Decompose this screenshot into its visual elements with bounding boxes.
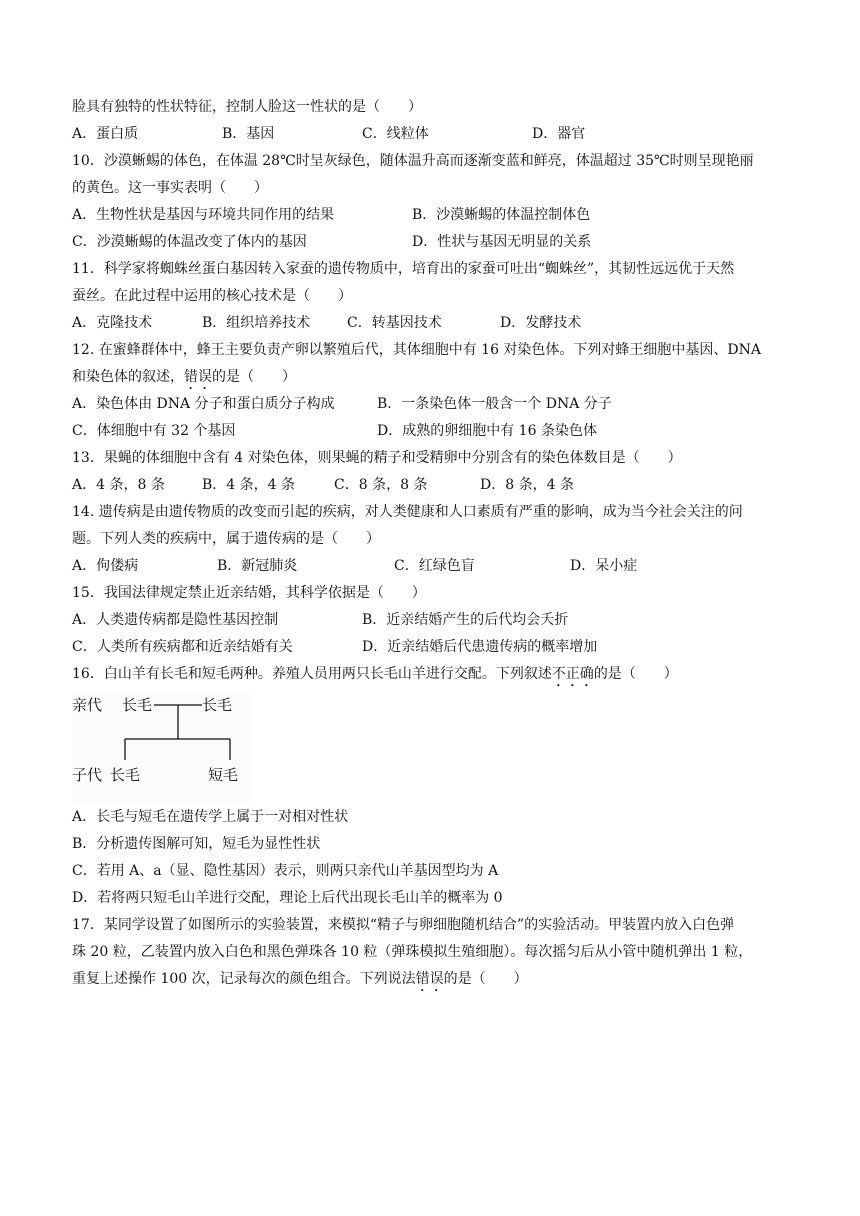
text-line xyxy=(72,121,792,148)
answer-option: B．一条染色体一般含一个 DNA 分子 xyxy=(377,396,612,412)
parent-left-trait: 长毛 xyxy=(122,696,153,714)
text-line: 15．我国法律规定禁止近亲结婚，其科学依据是（ ） xyxy=(72,585,426,601)
answer-option: C．转基因技术 xyxy=(347,315,442,331)
text-line: 珠 20 粒，乙装置内放入白色和黑色弹珠各 10 粒（弹珠模拟生殖细胞）。每次摇匀后从小管中随机弹出 1 粒， xyxy=(72,944,753,960)
answer-option: D．发酵技术 xyxy=(500,315,582,331)
answer-option: A．染色体由 DNA 分子和蛋白质分子构成 xyxy=(72,396,335,412)
emphasized-text: 不正确 xyxy=(551,666,594,682)
answer-option: C．8 条，8 条 xyxy=(334,477,428,493)
emphasized-text: 错误 xyxy=(415,971,444,987)
text-line: A．长毛与短毛在遗传学上属于一对相对性状 xyxy=(72,809,349,825)
text-line: 17．某同学设置了如图所示的实验装置，来模拟“精子与卵细胞随机结合”的实验活动。甲装置内放入白色弹 xyxy=(72,917,735,933)
answer-option: D．8 条，4 条 xyxy=(480,477,574,493)
text-line xyxy=(72,607,792,634)
text-segment: 的是（ ） xyxy=(443,971,528,987)
answer-option: C．红绿色盲 xyxy=(394,558,475,574)
inheritance-diagram xyxy=(72,692,252,802)
child-left-trait: 长毛 xyxy=(110,766,141,784)
cross-lines xyxy=(72,692,252,802)
answer-option: C．线粒体 xyxy=(362,126,429,142)
answer-option: B．沙漠蜥蜴的体温控制体色 xyxy=(412,207,591,223)
answer-option: D．器官 xyxy=(532,126,586,142)
text-line: 的黄色。这一事实表明（ ） xyxy=(72,180,268,196)
text-line: D．若将两只短毛山羊进行交配，理论上后代出现长毛山羊的概率为 0 xyxy=(72,890,503,906)
text-line: 蚕丝。在此过程中运用的核心技术是（ ） xyxy=(72,288,352,304)
text-line: 11．科学家将蜘蛛丝蛋白基因转入家蚕的遗传物质中，培育出的家蚕可吐出“蜘蛛丝”，其韧性远远优于天然 xyxy=(72,261,735,277)
text-segment: 16．白山羊有长毛和短毛两种。养殖人员用两只长毛山羊进行交配。下列叙述 xyxy=(72,666,552,682)
answer-option: D．呆小症 xyxy=(570,558,638,574)
parent-generation-label: 亲代 xyxy=(72,696,103,714)
text-line: B．分析遗传图解可知，短毛为显性性状 xyxy=(72,836,321,852)
text-segment: 的是（ ） xyxy=(593,666,678,682)
text-line xyxy=(72,553,792,580)
text-line xyxy=(72,202,792,229)
text-segment: 和染色体的叙述， xyxy=(72,369,184,385)
text-segment: 重复上述操作 100 次，记录每次的颜色组合。下列说法 xyxy=(72,971,416,987)
answer-option: A．4 条，8 条 xyxy=(72,477,165,493)
parent-right-trait: 长毛 xyxy=(202,696,233,714)
questions-block xyxy=(72,94,792,688)
text-line: 10．沙漠蜥蜴的体色，在体温 28℃时呈灰绿色，随体温升高而逐渐变蓝和鲜亮，体温超过 35℃时则呈现艳丽 xyxy=(72,153,754,169)
text-line xyxy=(72,472,792,499)
text-line xyxy=(72,364,792,391)
child-right-trait: 短毛 xyxy=(208,766,239,784)
text-line: 14. 遗传病是由遗传物质的改变而引起的疾病，对人类健康和人口素质有严重的影响，成为当今社会关注的问 xyxy=(72,504,743,520)
text-line: C．若用 A、a（显、隐性基因）表示，则两只亲代山羊基因型均为 A xyxy=(72,863,499,879)
text-line: 脸具有独特的性状特征，控制人脸这一性状的是（ ） xyxy=(72,99,422,115)
text-line xyxy=(72,418,792,445)
answer-option: B．组织培养技术 xyxy=(202,315,311,331)
answer-option: C．体细胞中有 32 个基因 xyxy=(72,423,236,439)
text-line xyxy=(72,966,792,993)
answer-option: B．近亲结婚产生的后代均会夭折 xyxy=(362,612,569,628)
answer-option: C．沙漠蜥蜴的体温改变了体内的基因 xyxy=(72,234,307,250)
answer-option: D．性状与基因无明显的关系 xyxy=(412,234,592,250)
answer-option: A．克隆技术 xyxy=(72,315,153,331)
text-line: 题。下列人类的疾病中，属于遗传病的是（ ） xyxy=(72,531,380,547)
answer-option: B．基因 xyxy=(222,126,275,142)
text-line xyxy=(72,634,792,661)
text-segment: 的是（ ） xyxy=(212,369,296,385)
answer-option: A．生物性状是基因与环境共同作用的结果 xyxy=(72,207,335,223)
answer-option: B．4 条，4 条 xyxy=(202,477,296,493)
questions-block-2 xyxy=(72,804,792,993)
answer-option: C．人类所有疾病都和近亲结婚有关 xyxy=(72,639,293,655)
child-generation-label: 子代 xyxy=(72,766,103,784)
answer-option: A．蛋白质 xyxy=(72,126,139,142)
emphasized-text: 错误 xyxy=(184,369,212,385)
text-line xyxy=(72,661,792,688)
answer-option: A．人类遗传病都是隐性基因控制 xyxy=(72,612,279,628)
text-line: 12. 在蜜蜂群体中，蜂王主要负责产卵以繁殖后代，其体细胞中有 16 对染色体。下列对蜂王细胞中基因、DNA xyxy=(72,342,762,358)
answer-option: D．成熟的卵细胞中有 16 条染色体 xyxy=(377,423,597,439)
answer-option: B．新冠肺炎 xyxy=(217,558,298,574)
text-line: 13．果蝇的体细胞中含有 4 对染色体，则果蝇的精子和受精卵中分别含有的染色体数目是（ ） xyxy=(72,450,682,466)
answer-option: A．佝偻病 xyxy=(72,558,139,574)
answer-option: D．近亲结婚后代患遗传病的概率增加 xyxy=(362,639,598,655)
text-line xyxy=(72,391,792,418)
text-line xyxy=(72,229,792,256)
exam-page xyxy=(72,94,792,993)
text-line xyxy=(72,310,792,337)
